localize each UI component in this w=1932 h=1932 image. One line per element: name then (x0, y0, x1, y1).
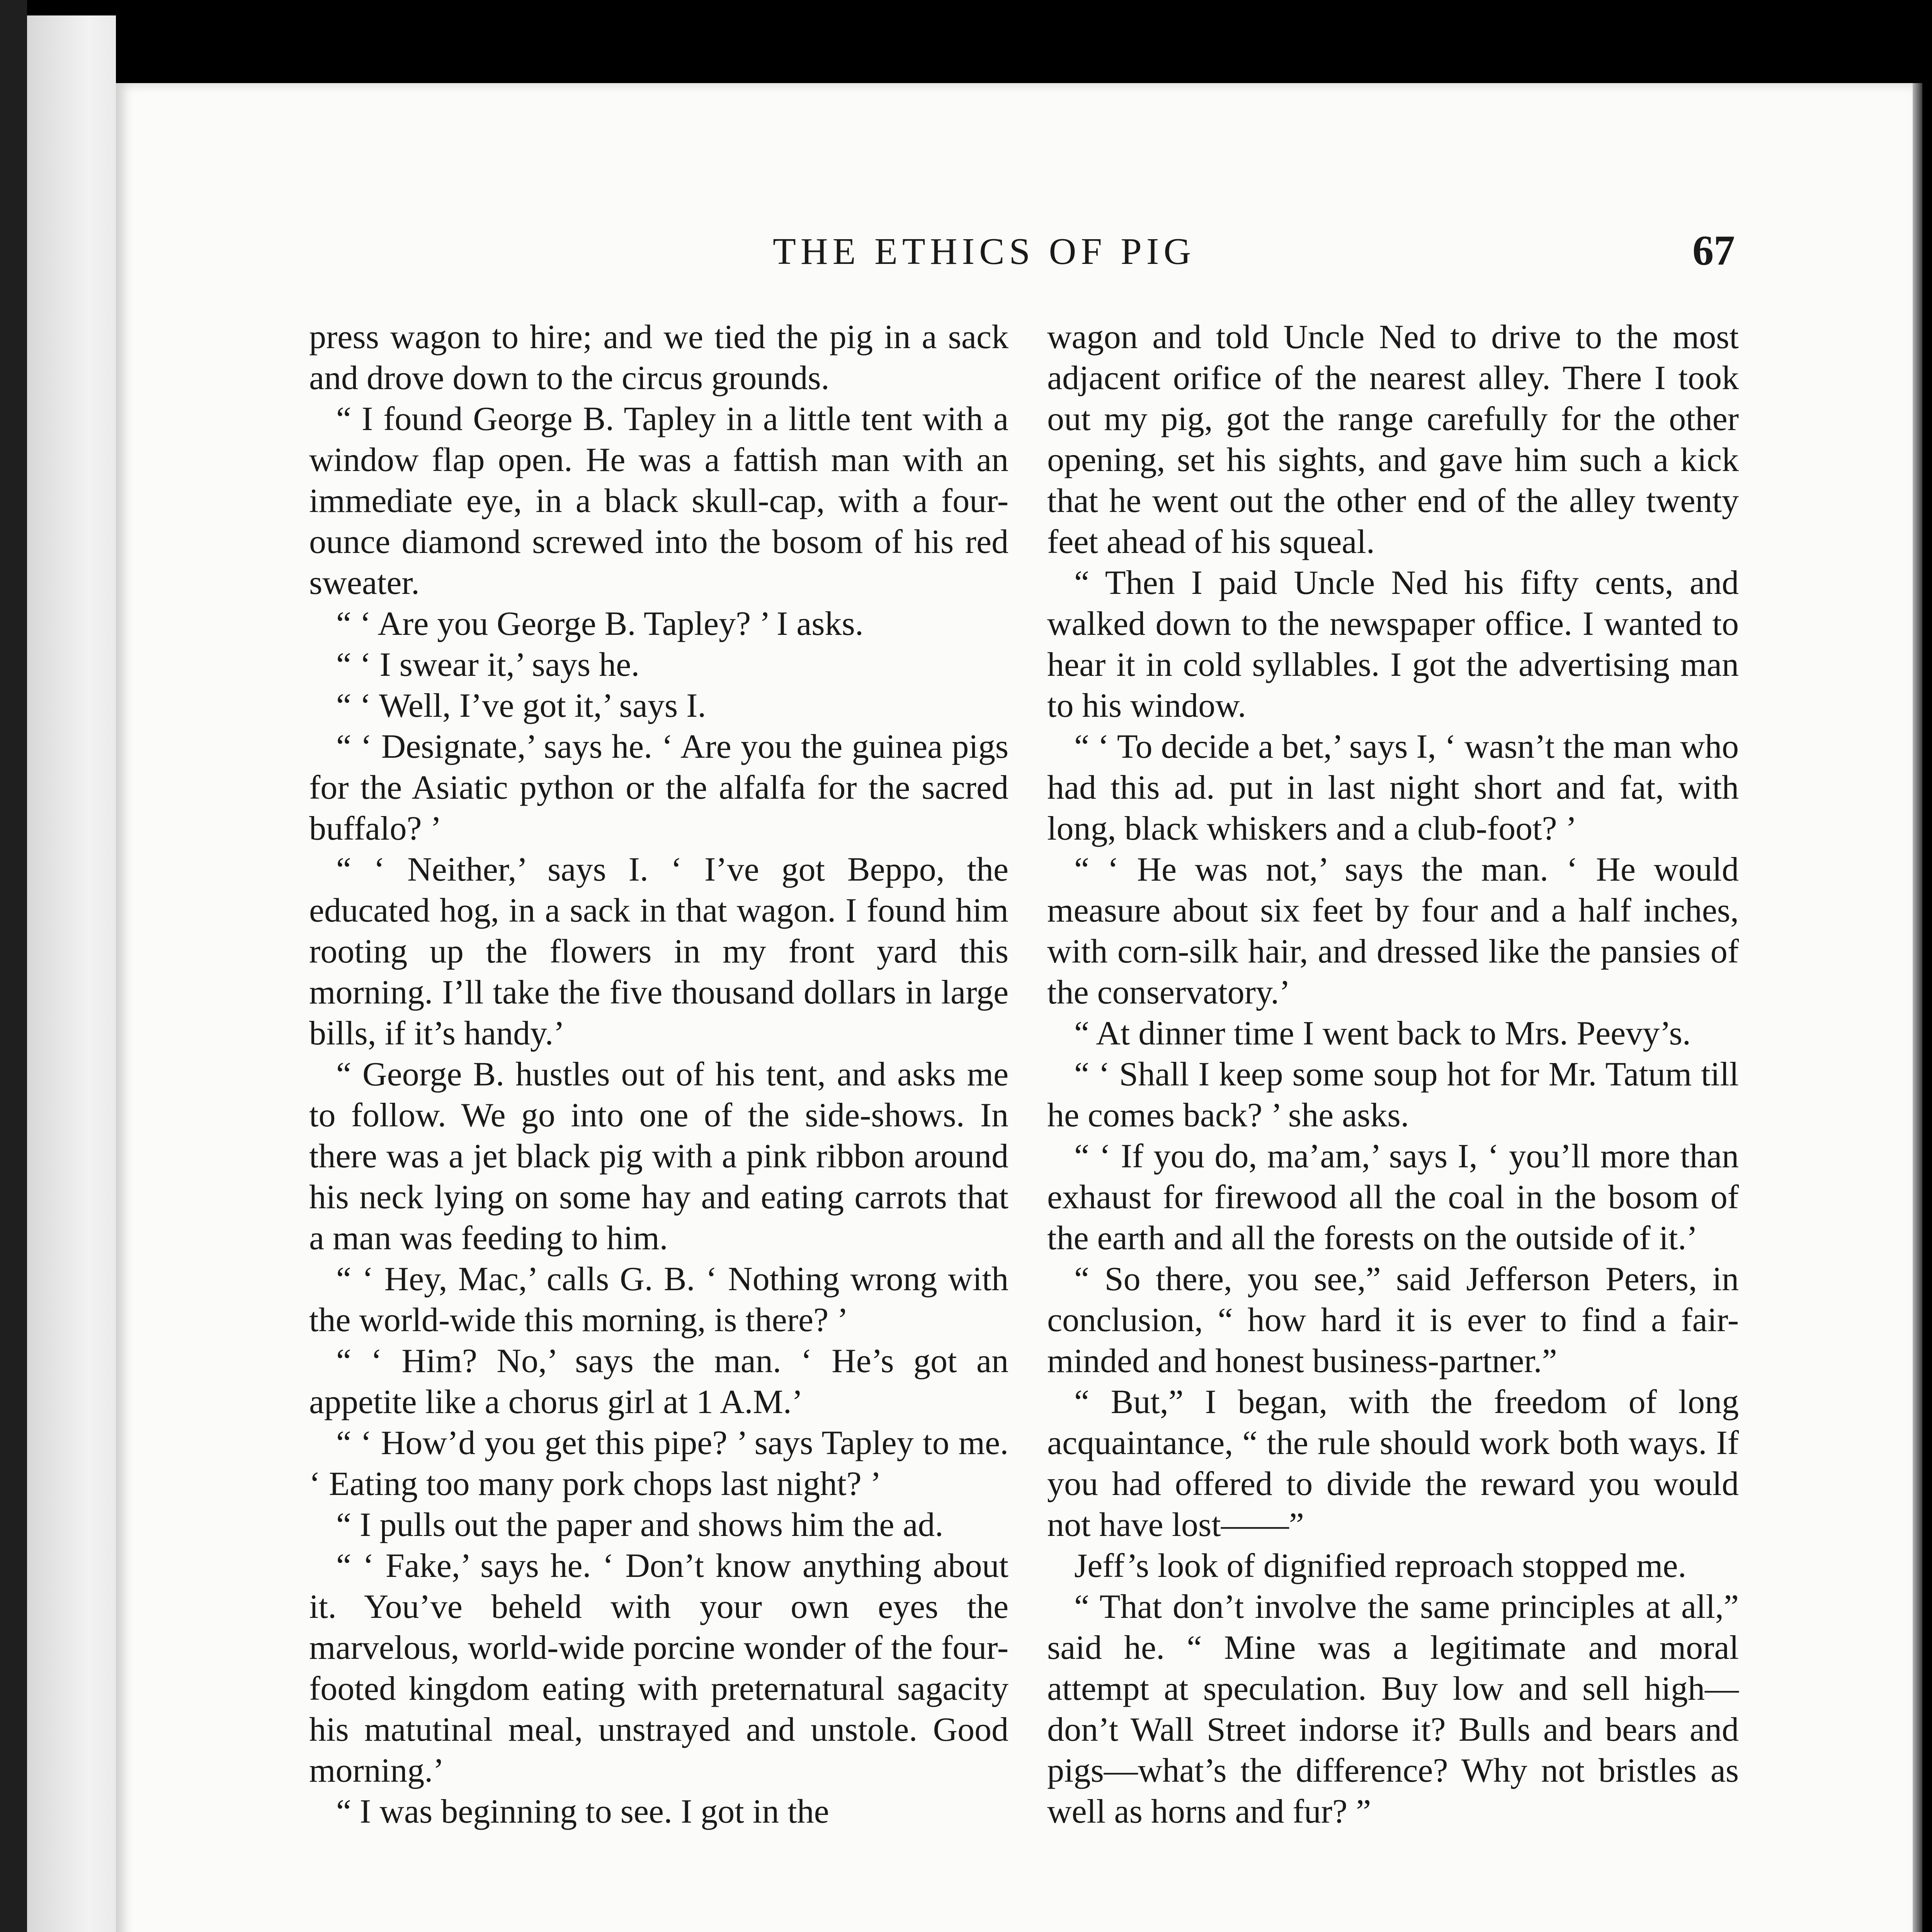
paragraph: wagon and told Uncle Ned to drive to the most adjacent orifice of the nearest alley. There I took out my pig, got the range carefully for the other opening, set his sights, and gave him such a kick that he went out the other end of the alley twenty feet ahead of his squeal. (1047, 318, 1739, 561)
paragraph: “ ‘ Fake,’ says he. ‘ Don’t know anything about it. You’ve beheld with your own eyes the marvelous, world-wide porcine wonder of the four-footed kingdom eating with preternatural sagacity his matutinal meal, unstrayed and unstole. Good morning.’ (309, 1547, 1009, 1789)
paragraph: “ But,” I began, with the freedom of long acquaintance, “ the rule should work both ways. If you had offered to divide the reward you would not have lost——” (1047, 1383, 1739, 1544)
paragraph: “ I was beginning to see. I got in the (336, 1793, 829, 1830)
paragraph: “ ‘ He was not,’ says the man. ‘ He would measure about six feet by four and a half inches, with corn-silk hair, and dressed like the pansies of the conservatory.’ (1047, 851, 1739, 1011)
paragraph: “ So there, you see,” said Jefferson Peters, in conclusion, “ how hard it is ever to find a fair-minded and honest business-partner.” (1047, 1260, 1739, 1380)
paragraph: “ ‘ I swear it,’ says he. (336, 646, 640, 684)
paragraph: “ ‘ If you do, ma’am,’ says I, ‘ you’ll more than exhaust for firewood all the coal in the bosom of the earth and all the forests on the outside of it.’ (1047, 1138, 1739, 1257)
left-text-column (309, 317, 1009, 1832)
page-number: 67 (1692, 227, 1735, 274)
paragraph: Jeff’s look of dignified reproach stopped me. (1074, 1547, 1687, 1585)
paragraph: “ That don’t involve the same principles at all,” said he. “ Mine was a legitimate and moral attempt at speculation. Buy low and sell high—don’t Wall Street indorse it? Bulls and bears and pigs—what’s the difference? Why not bristles as well as horns and fur? ” (1047, 1588, 1739, 1830)
right-text-column (1047, 317, 1739, 1832)
paragraph: “ ‘ To decide a bet,’ says I, ‘ wasn’t the man who had this ad. put in last night short and fat, with long, black whiskers and a club-foot? ’ (1047, 728, 1739, 847)
paragraph: “ ‘ Shall I keep some soup hot for Mr. Tatum till he comes back? ’ she asks. (1047, 1056, 1739, 1134)
paragraph: “ ‘ Designate,’ says he. ‘ Are you the guinea pigs for the Asiatic python or the alfalfa for the sacred buffalo? ’ (309, 728, 1009, 847)
paragraph: “ I found George B. Tapley in a little tent with a window flap open. He was a fattish man with an immediate eye, in a black skull-cap, with a four-ounce diamond screwed into the bosom of his red sweater. (309, 400, 1009, 602)
paragraph: “ Then I paid Uncle Ned his fifty cents, and walked down to the newspaper office. I wanted to hear it in cold syllables. I got the advertising man to his window. (1047, 564, 1739, 724)
paragraph: “ ‘ Are you George B. Tapley? ’ I asks. (336, 605, 864, 643)
scan-border-left (0, 0, 27, 1932)
paragraph: press wagon to hire; and we tied the pig in a sack and drove down to the circus grounds. (309, 318, 1009, 397)
paragraph: “ ‘ Well, I’ve got it,’ says I. (336, 687, 706, 724)
paragraph: “ George B. hustles out of his tent, and asks me to follow. We go into one of the side-shows. In there was a jet black pig with a pink ribbon around his neck lying on some hay and eating carrots that a man was feeding to him. (309, 1056, 1009, 1257)
paragraph: “ ‘ Hey, Mac,’ calls G. B. ‘ Nothing wrong with the world-wide this morning, is there? ’ (309, 1260, 1009, 1339)
paragraph: “ ‘ How’d you get this pipe? ’ says Tapley to me. ‘ Eating too many pork chops last night? ’ (309, 1424, 1009, 1503)
paragraph: “ I pulls out the paper and shows him the ad. (336, 1506, 944, 1544)
paragraph: “ ‘ Him? No,’ says the man. ‘ He’s got an appetite like a chorus girl at 1 A.M.’ (309, 1342, 1009, 1421)
paragraph: “ ‘ Neither,’ says I. ‘ I’ve got Beppo, the educated hog, in a sack in that wagon. I found him rooting up the flowers in my front yard this morning. I’ll take the five thousand dollars in large bills, if it’s handy.’ (309, 851, 1009, 1052)
paragraph: “ At dinner time I went back to Mrs. Peevy’s. (1074, 1015, 1691, 1052)
facing-page-edge (27, 15, 116, 1932)
running-head: THE ETHICS OF PIG (773, 231, 1196, 272)
page-right-edge (1913, 83, 1922, 1932)
